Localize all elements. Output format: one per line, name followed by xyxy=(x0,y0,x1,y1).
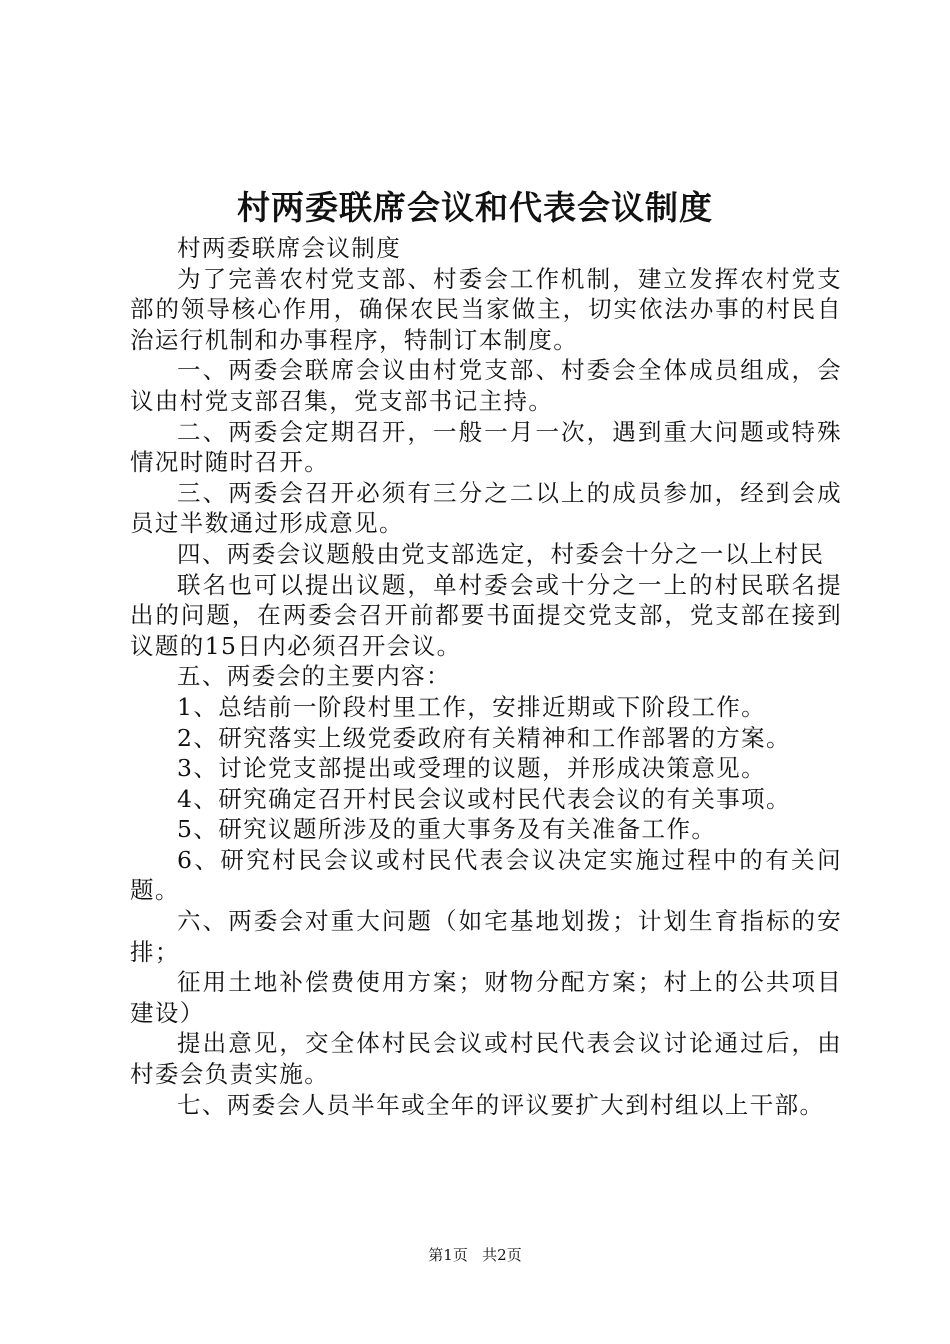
paragraph-subitem-6: 6、研究村民会议或村民代表会议决定实施过程中的有关问题。 xyxy=(130,845,842,905)
paragraph-item-7: 七、两委会人员半年或全年的评议要扩大到村组以上干部。 xyxy=(177,1090,825,1119)
document-body xyxy=(130,233,842,1120)
paragraph-item-6: 六、两委会对重大问题（如宅基地划拨；计划生育指标的安排； xyxy=(130,907,842,966)
paragraph-item-1: 一、两委会联席会议由村党支部、村委会全体成员组成，会议由村党支部召集，党支部书记主持。 xyxy=(130,356,842,415)
paragraph-item-5: 五、两委会的主要内容： xyxy=(177,662,451,691)
paragraph-subitem-1: 1、总结前一阶段村里工作，安排近期或下阶段工作。 xyxy=(177,692,767,721)
paragraph-intro: 为了完善农村党支部、村委会工作机制，建立发挥农村党支部的领导核心作用，确保农民当家做主，切实依法办事的村民自治运行机制和办事程序，特制订本制度。 xyxy=(130,264,842,354)
paragraph-item-6-cont2: 提出意见，交全体村民会议或村民代表会议讨论通过后，由村委会负责实施。 xyxy=(130,1029,842,1089)
page-total: 共2页 xyxy=(482,1246,522,1264)
paragraph-subitem-2: 2、研究落实上级党委政府有关精神和工作部署的方案。 xyxy=(177,723,791,752)
paragraph-item-4-cont: 联名也可以提出议题，单村委会或十分之一上的村民联名提出的问题，在两委会召开前都要书面提交党支部，党支部在接到议题的15日内必须召开会议。 xyxy=(130,570,842,660)
paragraph-item-2: 二、两委会定期召开，一般一月一次，遇到重大问题或特殊情况时随时召开。 xyxy=(130,417,842,477)
paragraph-item-6-cont: 征用土地补偿费使用方案；财物分配方案；村上的公共项目建设） xyxy=(130,968,842,1027)
page-number: 第1页 xyxy=(428,1246,468,1264)
paragraph-item-4: 四、两委会议题般由党支部选定，村委会十分之一以上村民 xyxy=(177,539,825,568)
page-separator xyxy=(473,1246,478,1264)
paragraph-subitem-4: 4、研究确定召开村民会议或村民代表会议的有关事项。 xyxy=(177,784,791,813)
paragraph-subitem-5: 5、研究议题所涉及的重大事务及有关准备工作。 xyxy=(177,815,717,844)
document-title: 村两委联席会议和代表会议制度 xyxy=(237,188,713,227)
paragraph-subtitle: 村两委联席会议制度 xyxy=(177,234,402,262)
paragraph-subitem-3: 3、讨论党支部提出或受理的议题，并形成决策意见。 xyxy=(177,754,767,783)
paragraph-item-3: 三、两委会召开必须有三分之二以上的成员参加，经到会成员过半数通过形成意见。 xyxy=(130,478,842,538)
page-footer xyxy=(0,1243,950,1267)
